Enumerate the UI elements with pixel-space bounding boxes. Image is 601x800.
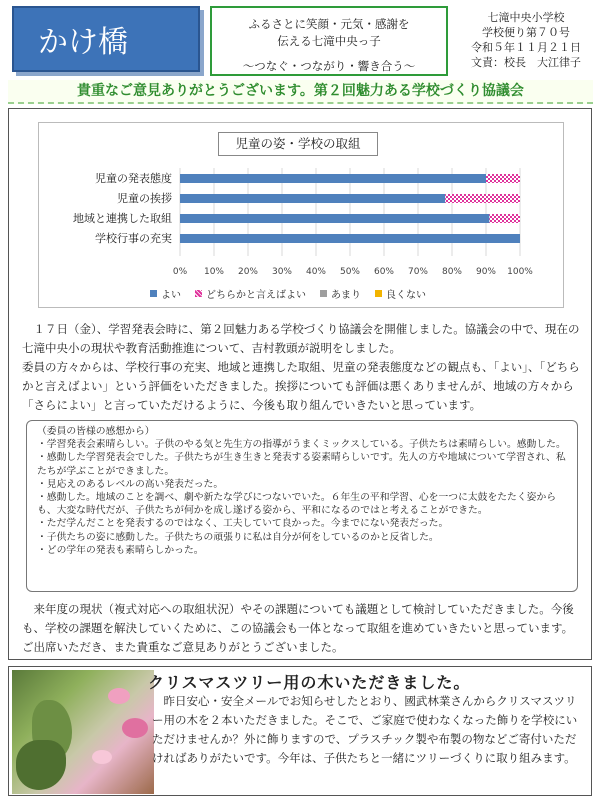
legend-swatch xyxy=(195,290,202,297)
slogan-line: ～つなぐ・つながり・響き合う～ xyxy=(242,59,416,73)
comment-item: ・学習発表会素晴らしい。子供のやる気と先生方の指導がうまくミックスしている。子供たちは素晴らしい。感動した。 xyxy=(37,439,566,451)
comment-item: ・ただ学んだことを発表するのではなく、工夫していて良かった。今までにない発表だった。 xyxy=(37,518,449,530)
x-tick-label: 50% xyxy=(339,267,361,277)
x-tick-label: 40% xyxy=(305,267,327,277)
category-label: 地域と連携した取組 xyxy=(73,212,172,225)
legend-item xyxy=(320,286,361,301)
legend-swatch xyxy=(150,290,157,297)
comment-item: ・感動した学習発表会でした。子供たちが生き生きと発表する姿素晴らしいです。先人の方や地域について学習され、私たちが学ぶことができました。 xyxy=(37,452,566,477)
tree-photo xyxy=(12,670,154,794)
slogan-line: ふるさとに笑顔・元気・感謝を xyxy=(248,17,410,31)
category-label: 児童の挨拶 xyxy=(117,192,172,205)
comment-item: ・どの学年の発表も素晴らしかった。 xyxy=(37,544,204,556)
issue-info xyxy=(456,10,596,70)
legend-item xyxy=(195,286,306,301)
legend-label: あまり xyxy=(331,290,361,301)
comment-item: ・見応えのあるレベルの高い発表だった。 xyxy=(37,478,224,490)
news-title: クリスマスツリー用の木いただきました。 xyxy=(148,673,471,692)
x-tick-label: 90% xyxy=(475,267,497,277)
legend-item xyxy=(150,286,181,301)
newsletter-title xyxy=(12,6,200,72)
bar-segment xyxy=(486,174,520,183)
comments-title: （委員の皆様の感想から） xyxy=(37,426,155,437)
school-name: 七滝中央小学校 xyxy=(487,11,565,24)
comments-box xyxy=(26,420,578,592)
comment-item: ・感動した。地域のことを調べ、劇や新たな学びにつないでいた。６年生の平和学習、心を一つに太鼓をたたく姿からも、大変な時代だが、子供たちが何かを成し遂げる姿から、平和になるのではと考えることができた。 xyxy=(37,492,557,517)
legend-label: よい xyxy=(161,290,181,301)
x-tick-label: 30% xyxy=(271,267,293,277)
x-tick-label: 0% xyxy=(172,267,188,277)
paragraph-2: 委員の方々からは、学校行事の充実、地域と連携した取組、児童の発表態度などの観点も、「よい」、「どちらかと言えばよい」という評価をいただきました。挨拶についても評価は悪くありませんが、地域の方々から「さらによい」と言っていただけるように、今後も取り組んでいきたいと思っています。 xyxy=(22,360,580,412)
survey-chart xyxy=(38,160,564,284)
chart-legend xyxy=(150,286,490,301)
slogan-line: 伝える七滝中央っ子 xyxy=(277,34,381,48)
x-tick-label: 100% xyxy=(507,267,533,277)
comment-item: ・子供たちの姿に感動した。子供たちの頑張りに私は自分が何をしているのかと反省した。 xyxy=(37,531,439,543)
paragraph-3: 来年度の現状（複式対応への取組状況）やその課題についても議題として検討していただきました。今後も、学校の課題を解決していくために、この協議会も一体となって取組を進めていきたいと思っています。ご出席いただき、また貴重なご意見ありがとうございました。 xyxy=(22,602,574,654)
x-tick-label: 70% xyxy=(407,267,429,277)
author: 文責：校長 大江律子 xyxy=(471,56,581,69)
headline: 貴重なご意見ありがとうございます。第２回魅力ある学校づくり協議会 xyxy=(8,80,593,104)
legend-label: 良くない xyxy=(386,290,426,301)
category-label: 学校行事の充実 xyxy=(95,232,172,245)
bar-segment xyxy=(180,194,445,203)
x-tick-label: 80% xyxy=(441,267,463,277)
category-label: 児童の発表態度 xyxy=(95,172,172,185)
legend-label: どちらかと言えばよい xyxy=(206,290,306,301)
issue-date: 令和５年１１月２１日 xyxy=(471,41,581,54)
bar-segment xyxy=(180,174,486,183)
legend-swatch xyxy=(375,290,382,297)
slogan-box xyxy=(210,6,448,76)
legend-swatch xyxy=(320,290,327,297)
x-tick-label: 20% xyxy=(237,267,259,277)
paragraph-1: １７日（金）、学習発表会時に、第２回魅力ある学校づくり協議会を開催しました。協議会の中で、現在の七滝中央小の現状や教育活動推進について、吉村教頭が説明をしました。 xyxy=(22,322,580,355)
news-body: 昨日安心・安全メールでお知らせしたとおり、國武林業さんからクリスマスツリー用の木を２本いただきました。そこで、ご家庭で使わなくなった飾りを学校にいただけませんか？外に飾りますので、プラスチック製や布製の物などご寄付いただければありがたいです。今年は、子供たちと一緒にツリーづくりに取り組みます。 xyxy=(152,694,578,765)
bar-segment xyxy=(445,194,520,203)
x-tick-label: 10% xyxy=(203,267,225,277)
x-tick-label: 60% xyxy=(373,267,395,277)
bar-segment xyxy=(180,234,520,243)
chart-title: 児童の姿・学校の取組 xyxy=(218,132,378,156)
bar-segment xyxy=(180,214,489,223)
issue-number: 学校便り第７０号 xyxy=(482,26,570,39)
bar-segment xyxy=(489,214,520,223)
newsletter-title-text: かけ橋 xyxy=(38,25,128,60)
legend-item xyxy=(375,286,426,301)
